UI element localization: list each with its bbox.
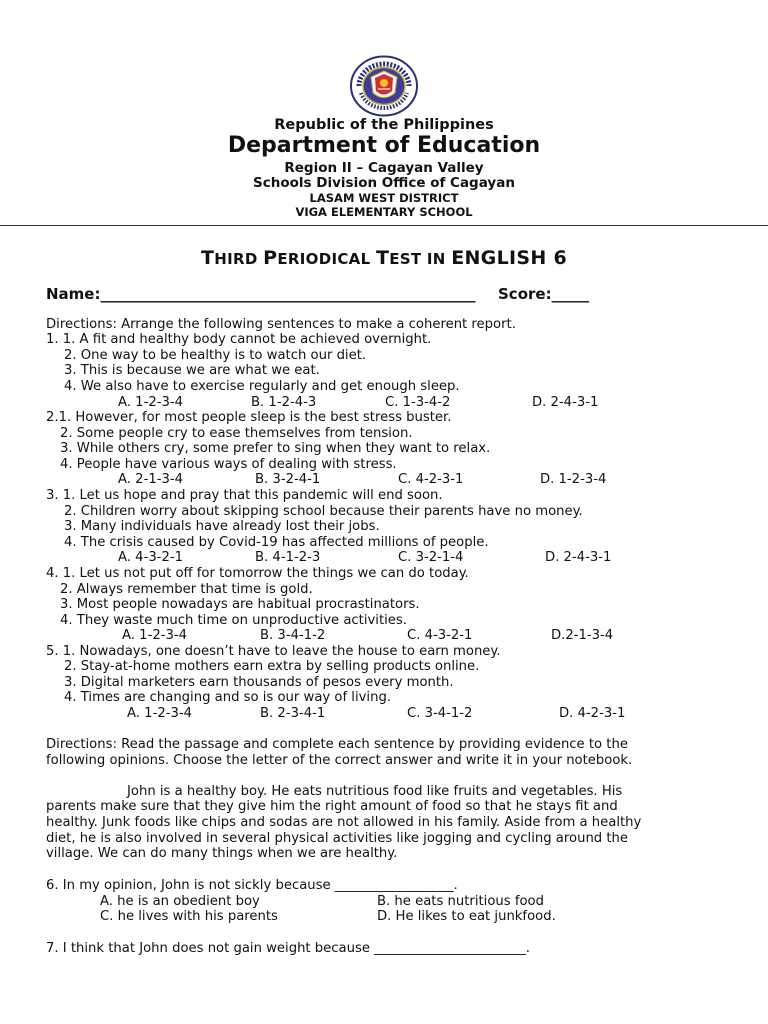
choice: D. 2-4-3-1 — [545, 550, 612, 565]
test-title — [0, 247, 768, 269]
passage-line: village. We can do many things when we are healthy. — [46, 846, 398, 861]
title-part: HIRD — [214, 250, 264, 268]
region-heading: Region II – Cagayan Valley — [284, 160, 484, 176]
question-6: 6. In my opinion, John is not sickly because __________________. — [46, 878, 458, 893]
question-line: 3. Most people nowadays are habitual procrastinators. — [60, 597, 420, 612]
choice: C. 1-3-4-2 — [385, 395, 451, 410]
choice: D. 1-2-3-4 — [540, 472, 607, 487]
choice: D.2-1-3-4 — [551, 628, 614, 643]
header-divider — [0, 225, 768, 226]
title-subject: ENGLISH 6 — [451, 247, 567, 269]
choice: A. 1-2-3-4 — [127, 706, 193, 721]
choice: D. He likes to eat junkfood. — [377, 909, 556, 924]
choice: B. 2-3-4-1 — [260, 706, 326, 721]
choice: A. 2-1-3-4 — [118, 472, 184, 487]
passage-line: parents make sure that they give him the right amount of food so that he stays fit and — [46, 799, 618, 814]
passage-line: John is a healthy boy. He eats nutritious food like fruits and vegetables. His — [127, 784, 623, 799]
title-part: P — [263, 247, 278, 269]
passage-line: healthy. Junk foods like chips and sodas are not allowed in his family. Aside from a healthy — [46, 815, 642, 830]
district-heading: LASAM WEST DISTRICT — [309, 191, 459, 205]
choice: C. 4-2-3-1 — [398, 472, 464, 487]
question-line: 3. Many individuals have already lost their jobs. — [64, 519, 380, 534]
choice: D. 4-2-3-1 — [559, 706, 626, 721]
choice: C. he lives with his parents — [100, 909, 278, 924]
name-field[interactable]: Name:__________________________________________________ — [46, 285, 476, 303]
passage-line: diet, he is also involved in several physical activities like jogging and cycling around the — [46, 831, 629, 846]
question-line: 4. They waste much time on unproductive activities. — [60, 613, 407, 628]
choice: C. 3-4-1-2 — [407, 706, 473, 721]
question-line: 4. People have various ways of dealing with stress. — [60, 457, 397, 472]
choice: B. 3-2-4-1 — [255, 472, 321, 487]
score-field[interactable]: Score:_____ — [498, 285, 590, 303]
question-line: 4. The crisis caused by Covid-19 has affected millions of people. — [64, 535, 489, 550]
question-line: 2. Always remember that time is gold. — [60, 582, 313, 597]
choice: B. he eats nutritious food — [377, 894, 544, 909]
question-line: 1. 1. A fit and healthy body cannot be achieved overnight. — [46, 332, 432, 347]
choice: A. 1-2-3-4 — [118, 395, 184, 410]
deped-seal-logo — [349, 55, 419, 117]
division-heading: Schools Division Office of Cagayan — [253, 175, 515, 191]
school-heading: VIGA ELEMENTARY SCHOOL — [295, 205, 473, 219]
title-part: T — [375, 247, 390, 269]
question-line: 2. One way to be healthy is to watch our diet. — [64, 348, 367, 363]
directions-2: following opinions. Choose the letter of the correct answer and write it in your notebook. — [46, 753, 633, 768]
question-line: 2. Children worry about skipping school because their parents have no money. — [64, 504, 583, 519]
question-line: 2. Stay-at-home mothers earn extra by selling products online. — [64, 659, 480, 674]
choice: B. 1-2-4-3 — [251, 395, 317, 410]
question-line: 3. While others cry, some prefer to sing when they want to relax. — [60, 441, 491, 456]
department-heading: Department of Education — [227, 133, 541, 158]
question-line: 3. This is because we are what we eat. — [64, 363, 320, 378]
question-line: 4. Times are changing and so is our way of living. — [64, 690, 392, 705]
question-line: 2. Some people cry to ease themselves from tension. — [60, 426, 413, 441]
question-line: 2.1. However, for most people sleep is the best stress buster. — [46, 410, 452, 425]
question-line: 3. 1. Let us hope and pray that this pandemic will end soon. — [46, 488, 443, 503]
choice: C. 4-3-2-1 — [407, 628, 473, 643]
choice: D. 2-4-3-1 — [532, 395, 599, 410]
directions-2: Directions: Read the passage and complete each sentence by providing evidence to the — [46, 737, 628, 752]
directions-1: Directions: Arrange the following sentences to make a coherent report. — [46, 317, 516, 332]
choice: A. he is an obedient boy — [100, 894, 260, 909]
title-part: T — [201, 247, 215, 269]
choice: B. 4-1-2-3 — [255, 550, 321, 565]
choice: A. 4-3-2-1 — [118, 550, 184, 565]
title-part: ERIODICAL — [277, 250, 376, 268]
choice: B. 3-4-1-2 — [260, 628, 326, 643]
question-line: 4. 1. Let us not put off for tomorrow the things we can do today. — [46, 566, 469, 581]
title-part: EST IN — [389, 250, 452, 268]
republic-heading: Republic of the Philippines — [274, 117, 494, 133]
question-line: 4. We also have to exercise regularly and get enough sleep. — [64, 379, 460, 394]
choice: A. 1-2-3-4 — [122, 628, 188, 643]
question-line: 3. Digital marketers earn thousands of pesos every month. — [64, 675, 454, 690]
choice: C. 3-2-1-4 — [398, 550, 464, 565]
question-7: 7. I think that John does not gain weight because _______________________. — [46, 941, 530, 956]
question-line: 5. 1. Nowadays, one doesn’t have to leave the house to earn money. — [46, 644, 501, 659]
